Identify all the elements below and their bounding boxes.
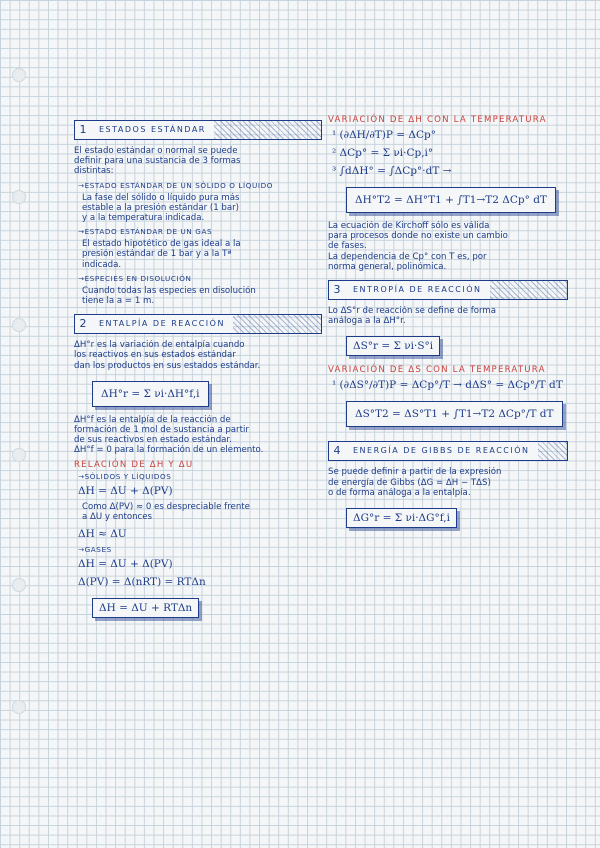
right-column [328,112,568,534]
section-header-3 [328,280,568,300]
text-line: tiene la a = 1 m. [82,296,155,307]
binder-hole [12,700,26,714]
equation: Δ(PV) = Δ(nRT) = RTΔn [78,576,206,589]
equation: ΔH = ΔU + Δ(PV) [78,558,173,571]
binder-hole [12,190,26,204]
s1-item-text [82,193,322,224]
s2-paragraph [74,415,322,456]
s3-paragraph [328,306,568,326]
text-line: dan los productos en sus estados estándar. [74,360,261,371]
text-line: estable a la presión estándar (1 bar) [82,202,240,213]
red-subtitle: VARIACIÓN DE ΔS CON LA TEMPERATURA [328,365,546,376]
s2-paragraph [74,340,322,371]
text-line: La ecuación de Kirchoff sólo es válida [328,221,490,231]
equation: ¹ (∂ΔS°/∂T)P = ΔCp°/T → dΔS° = ΔCp°/T dT [332,379,563,392]
text-line: ΔH°f = 0 para la formación de un elemento. [74,445,264,456]
section-header-4 [328,441,568,461]
section-number: 4 [329,442,346,460]
section-header-2 [74,314,322,334]
text-line: de fases. [328,241,367,252]
equation: ² ΔCp° = Σ νi·Cp,i° [332,147,434,159]
red-subtitle: VARIACIÓN DE ΔH CON LA TEMPERATURA [328,115,547,125]
binder-hole [12,68,26,82]
text-line: Como Δ(PV) ≈ 0 es despreciable frente [82,501,250,512]
boxed-equation: ΔH°T2 = ΔH°T1 + ∫T1→T2 ΔCp° dT [346,187,556,213]
boxed-equation: ΔH = ΔU + RTΔn [92,598,199,618]
text-line: formación de 1 mol de sustancia a partir [74,425,249,436]
text-line: y a la temperatura indicada. [82,213,205,224]
text-line: distintas: [74,166,114,177]
text-line: los reactivos en sus estados estándar [74,350,236,361]
s4-paragraph [328,467,568,498]
text-line: o de forma análoga a la entalpía. [328,487,471,498]
text-line: El estado estándar o normal se puede [74,146,238,156]
equation: ³ ∫dΔH° = ∫ΔCp°·dT → [332,165,452,177]
equation: ΔH = ΔU + Δ(PV) [78,484,173,497]
binder-hole [12,578,26,592]
binder-hole [12,318,26,332]
binder-hole [12,448,26,462]
boxed-equation: ΔS°r = Σ νi·S°i [346,336,440,356]
boxed-equation: ΔH°r = Σ νi·ΔH°f,i [92,381,209,407]
s1-item-text [82,286,322,306]
text-line: ΔH°r es la variación de entalpía cuando [74,340,245,351]
text-line: Se puede definir a partir de la expresión [328,467,502,478]
boxed-equation: ΔS°T2 = ΔS°T1 + ∫T1→T2 ΔCp°/T dT [346,401,563,427]
section-title: ENERGÍA DE GIBBS DE REACCIÓN [345,442,538,460]
subheading: → GASES [78,545,322,555]
text-line: de sus reactivos en estado estándar. [74,435,232,446]
subheading: → ESTADO ESTÁNDAR DE UN GAS [78,227,322,237]
s1-intro [74,146,322,177]
kirchoff-paragraph [328,221,568,272]
section-title: ENTROPÍA DE REACCIÓN [345,281,490,299]
left-column [74,112,322,624]
boxed-equation: ΔG°r = Σ νi·ΔG°f,i [346,508,457,528]
text-line: Cuando todas las especies en disolución [82,285,256,296]
s1-item-text [82,239,322,270]
text-line: ΔH°f es la entalpía de la reacción de [74,414,231,425]
section-number: 1 [75,121,92,139]
section-header-1 [74,120,322,140]
text-line: Lo ΔS°r de reacción se define de forma [328,306,497,317]
text-line: definir para una sustancia de 3 formas [74,156,241,167]
red-subtitle: RELACIÓN DE ΔH Y ΔU [74,459,194,470]
section-number: 2 [75,315,92,333]
subheading: → ESPECIES EN DISOLUCIÓN [78,274,322,284]
s2-paragraph [82,502,322,522]
equation: ΔH ≈ ΔU [78,528,127,541]
text-line: presión estándar de 1 bar y a la Tª [82,249,232,260]
text-line: El estado hipotético de gas ideal a la [82,239,241,250]
text-line: a ΔU y entonces [82,511,153,522]
text-line: indicada. [82,259,122,270]
subheading: → SÓLIDOS Y LÍQUIDOS [78,472,322,482]
section-number: 3 [329,281,346,299]
text-line: La dependencia de Cp° con T es, por [328,251,487,262]
text-line: La fase del sólido o líquido pura más [82,192,240,203]
section-title: ENTALPÍA DE REACCIÓN [91,315,233,333]
equation: ¹ (∂ΔH/∂T)P = ΔCp° [332,129,437,141]
subheading: → ESTADO ESTÁNDAR DE UN SÓLIDO O LÍQUIDO [78,181,322,191]
section-title: ESTADOS ESTÁNDAR [91,121,214,139]
text-line: para procesos donde no existe un cambio [328,231,508,242]
text-line: norma general, polinómica. [328,261,447,272]
text-line: de energía de Gibbs (ΔG = ΔH − TΔS) [328,477,491,488]
text-line: análoga a la ΔH°r. [328,316,406,327]
